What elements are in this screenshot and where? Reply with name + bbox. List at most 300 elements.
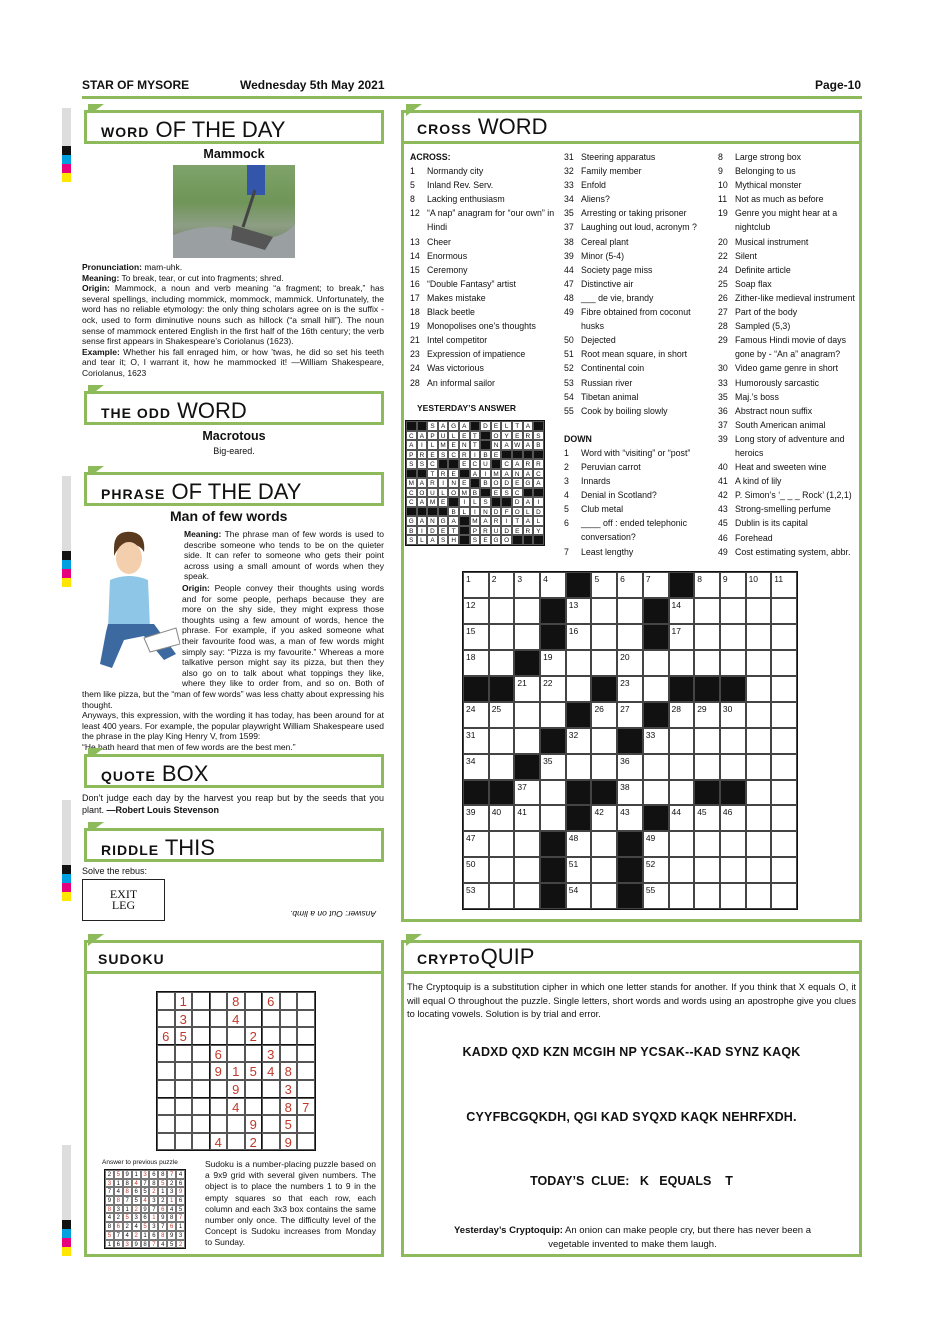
photo-illustration [173,165,295,258]
cell-number: 12 [466,599,476,610]
crossword-cell[interactable] [489,572,515,598]
crossword-cell[interactable] [566,831,592,857]
crossword-cell[interactable] [617,702,643,728]
clue-text: P. Simon’s ‘_ _ _ Rock’ (1,2,1) [735,490,852,501]
down-clue [718,460,860,474]
crossword-cell[interactable] [746,883,772,909]
answer-cell: 3 [105,1179,114,1188]
yesterday-cell: A [406,440,417,450]
sudoku-cell[interactable] [297,1010,315,1028]
yesterday-cell: D [512,497,523,507]
crossword-cell[interactable] [694,650,720,676]
crossword-cell[interactable] [463,831,489,857]
clue-number: 23 [410,349,420,360]
crossword-cell[interactable] [669,702,695,728]
crossword-cell[interactable] [694,831,720,857]
sudoku-cell[interactable] [297,1062,315,1080]
sudoku-cell[interactable] [227,1133,245,1151]
sudoku-cell[interactable] [210,1115,228,1133]
down-clue [718,432,860,460]
crossword-cell[interactable] [591,831,617,857]
meaning-label: Meaning: [82,272,120,283]
crossword-cell[interactable] [463,883,489,909]
wrap-spacer [82,583,182,683]
crossword-cell[interactable] [566,624,592,650]
crossword-cell[interactable] [514,780,540,806]
cell-number: 46 [722,807,733,818]
crossword-cell[interactable] [720,728,746,754]
crossword-cell[interactable] [694,598,720,624]
crossword-cell[interactable] [489,650,515,676]
crossword-cell[interactable] [463,805,489,831]
crossword-cell[interactable] [591,572,617,598]
sudoku-cell[interactable] [227,1045,245,1063]
clue-text: Expression of impatience [427,349,526,360]
crossword-cell[interactable] [489,702,515,728]
crossword-cell[interactable] [514,728,540,754]
crossword-cell[interactable] [540,572,566,598]
crossword-cell [669,676,695,702]
answer-cell: 4 [123,1231,132,1240]
clue-text: Makes mistake [427,292,486,303]
sudoku-cell[interactable] [297,1133,315,1151]
crossword-cell[interactable] [720,805,746,831]
sudoku-cell[interactable] [192,1115,210,1133]
crossword-cell[interactable] [566,728,592,754]
crossword-cell[interactable] [746,702,772,728]
sudoku-cell[interactable] [245,1010,263,1028]
clue-text: Club metal [581,504,624,515]
sudoku-cell[interactable] [297,1115,315,1133]
sudoku-cell[interactable] [245,1098,263,1116]
sudoku-cell[interactable] [262,1133,280,1151]
yesterday-cell: A [480,516,491,526]
crossword-cell[interactable] [566,883,592,909]
crossword-cell[interactable] [643,572,669,598]
crossword-cell[interactable] [669,780,695,806]
crossword-cell[interactable] [617,624,643,650]
cell-number: 52 [645,859,656,870]
crossword-cell[interactable] [514,831,540,857]
sudoku-cell[interactable] [192,1062,210,1080]
crossword-cell[interactable] [720,831,746,857]
crossword-cell[interactable] [540,754,566,780]
sudoku-cell[interactable] [210,1010,228,1028]
riddle-prompt: Solve the rebus: [82,866,148,876]
sudoku-cell[interactable] [297,1027,315,1045]
crossword-cell[interactable] [617,572,643,598]
crossword-cell [540,624,566,650]
sudoku-cell[interactable] [297,992,315,1010]
yesterday-cell: E [438,497,449,507]
crossword-cell[interactable] [514,805,540,831]
man-head [116,542,142,574]
crossword-cell[interactable] [566,754,592,780]
crossword-cell[interactable] [463,857,489,883]
sudoku-cell[interactable] [192,1080,210,1098]
across-list-a [410,164,560,390]
sudoku-cell[interactable] [175,1098,193,1116]
crossword-cell[interactable] [514,857,540,883]
yesterday-cell: D [491,507,502,517]
color-swatch [62,1220,71,1229]
crossword-cell[interactable] [746,598,772,624]
clue-text: Steering apparatus [581,152,656,162]
sudoku-cell[interactable] [157,1098,175,1116]
crossword-cell[interactable] [669,728,695,754]
yesterday-cell: C [406,431,417,441]
yesterday-cell: B [448,507,459,517]
crossword-cell[interactable] [514,598,540,624]
crossword-cell[interactable] [566,857,592,883]
yesterday-cell: A [512,459,523,469]
crossword-cell[interactable] [746,857,772,883]
sudoku-cell[interactable] [175,1045,193,1063]
crossword-cell[interactable] [669,754,695,780]
crossword-cell[interactable] [669,650,695,676]
sudoku-cell[interactable] [175,1115,193,1133]
cell-number: 40 [491,807,502,818]
cryptoquip-clue: TODAY’S CLUE: K EQUALS T [530,1174,733,1188]
crossword-cell[interactable] [617,754,643,780]
sudoku-cell[interactable] [210,1027,228,1045]
crossword-cell[interactable] [669,831,695,857]
crossword-cell[interactable] [720,650,746,676]
crossword-cell[interactable] [771,598,797,624]
sudoku-cell[interactable] [157,1045,175,1063]
answer-cell: 4 [132,1222,141,1231]
sudoku-cell[interactable] [245,1080,263,1098]
crossword-cell[interactable] [643,857,669,883]
clue-number: 29 [718,335,728,346]
cell-number: 10 [748,574,759,584]
cell-number: 21 [517,677,527,688]
crossword-cell[interactable] [643,728,669,754]
title-smallcaps: QUOTE [101,768,156,784]
crossword-cell[interactable] [591,702,617,728]
crossword-cell[interactable] [591,754,617,780]
crossword-cell[interactable] [746,572,772,598]
crossword-cell[interactable] [694,728,720,754]
sudoku-cell[interactable] [297,1045,315,1063]
clue-text: Cook by boiling slowly [581,405,668,416]
cell-number: 51 [568,859,579,870]
crossword-cell[interactable] [771,857,797,883]
crossword-cell[interactable] [720,754,746,780]
crossword-cell[interactable] [643,831,669,857]
crossword-cell[interactable] [463,728,489,754]
clue-number: 40 [718,462,728,473]
crossword-cell[interactable] [566,650,592,676]
crossword-cell[interactable] [746,754,772,780]
clue-text: Black beetle [427,307,475,318]
crossword-cell[interactable] [463,754,489,780]
sudoku-cell[interactable] [262,1098,280,1116]
crossword-cell[interactable] [591,857,617,883]
clue-number: 7 [564,546,569,557]
sudoku-cell[interactable] [157,992,175,1010]
title-smallcaps: CRYPTO [417,951,481,967]
sudoku-cell[interactable] [192,1010,210,1028]
sudoku-cell[interactable] [175,1133,193,1151]
clue-number: 22 [718,250,728,261]
crossword-cell[interactable] [540,702,566,728]
yesterday-cell: L [470,497,481,507]
yesterday-label: Yesterday’s Cryptoquip: [454,1225,563,1236]
sudoku-cell[interactable] [245,992,263,1010]
yesterday-cell [448,459,459,469]
crossword-cell[interactable] [591,598,617,624]
crossword-cell[interactable] [771,676,797,702]
crossword-cell[interactable] [669,857,695,883]
sudoku-cell[interactable] [280,992,298,1010]
title-text: BOX [161,761,209,786]
clue-text: Ceremony [427,264,468,275]
across-clue [564,376,714,390]
yesterday-cell: R [417,450,428,460]
color-swatch [62,155,71,164]
sudoku-cell[interactable] [157,1062,175,1080]
sudoku-cell[interactable] [280,1045,298,1063]
crossword-cell [566,780,592,806]
crossword-cell[interactable] [489,754,515,780]
yesterday-cell: B [406,526,417,536]
cell-number: 31 [466,729,476,740]
crossword-cell[interactable] [771,702,797,728]
sudoku-cell[interactable] [157,1080,175,1098]
crossword-cell[interactable] [746,831,772,857]
down-clue [718,418,860,432]
crossword-cell[interactable] [720,857,746,883]
crossword-cell[interactable] [489,857,515,883]
yesterday-cell: M [459,488,470,498]
sudoku-cell: 6 [157,1027,175,1045]
crossword-cell[interactable] [463,572,489,598]
sudoku-cell[interactable] [262,1080,280,1098]
crossword-cell[interactable] [720,598,746,624]
sudoku-cell[interactable] [262,1027,280,1045]
clue-text: “A nap” anagram for “our own” in Hindi [427,208,555,233]
clue-text: Family member [581,166,642,177]
yesterday-cell: R [533,459,544,469]
clue-number: 4 [564,490,569,501]
crossword-cell[interactable] [489,624,515,650]
crossword-cell [540,598,566,624]
crossword-cell [540,728,566,754]
answer-cell: 6 [114,1240,123,1249]
crossword-cell[interactable] [694,572,720,598]
crossword-cell[interactable] [694,624,720,650]
crossword-cell[interactable] [489,805,515,831]
crossword-cell[interactable] [771,831,797,857]
down-clue [564,446,714,460]
down-clue [718,164,860,178]
crossword-cell[interactable] [720,702,746,728]
sudoku-cell[interactable] [157,1133,175,1151]
sudoku-cell[interactable] [262,1115,280,1133]
crossword-cell[interactable] [643,650,669,676]
crossword-cell[interactable] [643,883,669,909]
clue-text: ____ off : ended telephonic conversation? [581,518,687,543]
crossword-cell[interactable] [591,728,617,754]
cell-number: 48 [568,833,579,844]
sudoku-cell[interactable] [297,1080,315,1098]
crossword-cell[interactable] [771,883,797,909]
sudoku-cell[interactable] [245,1045,263,1063]
crossword-cell[interactable] [720,624,746,650]
crossword-cell[interactable] [746,624,772,650]
clue-number: 43 [718,504,728,515]
sudoku-cell[interactable] [175,1062,193,1080]
crossword-cell[interactable] [514,572,540,598]
crossword-cell[interactable] [643,754,669,780]
crossword-cell[interactable] [694,805,720,831]
crossword-cell[interactable] [489,728,515,754]
crossword-cell[interactable] [643,780,669,806]
crossword-cell[interactable] [489,598,515,624]
crossword-cell[interactable] [771,754,797,780]
sudoku-cell[interactable] [210,992,228,1010]
yesterday-cell: G [491,535,502,545]
crossword-cell[interactable] [746,780,772,806]
sudoku-cell[interactable]: 8 [280,1098,298,1116]
phrase-more-2: “He hath heard that men of few words are the best men.” [82,741,296,752]
sudoku-cell[interactable] [210,1098,228,1116]
crossword-cell[interactable] [591,805,617,831]
pron-label: Pronunciation: [82,262,142,272]
sudoku-cell[interactable] [227,1027,245,1045]
crossword-cell[interactable] [694,883,720,909]
crossword-cell[interactable] [720,883,746,909]
sudoku-cell[interactable] [280,1010,298,1028]
crossword-cell[interactable] [463,624,489,650]
down-clue [718,305,860,319]
crossword-cell[interactable] [566,676,592,702]
sudoku-cell[interactable] [262,1010,280,1028]
crossword-cell[interactable] [514,676,540,702]
crossword-cell[interactable] [617,805,643,831]
answer-cell: 8 [158,1170,167,1179]
crossword-cell[interactable] [746,650,772,676]
color-swatch [62,865,71,874]
sudoku-cell[interactable] [192,1133,210,1151]
sudoku-cell[interactable] [210,1080,228,1098]
crossword-cell[interactable] [617,650,643,676]
crossword-cell[interactable] [771,572,797,598]
yesterday-cell [459,516,470,526]
clue-number: 1 [564,447,569,458]
yesterday-cell [512,535,523,545]
crossword-cell[interactable] [669,598,695,624]
crossword-cell[interactable] [771,650,797,676]
yesterday-cell: S [406,535,417,545]
crossword-cell[interactable] [694,754,720,780]
crossword-cell[interactable] [771,624,797,650]
photo-bar [243,190,255,227]
crossword-cell [669,572,695,598]
sudoku-cell[interactable] [192,1045,210,1063]
down-clue [718,474,860,488]
crossword-cell[interactable] [669,624,695,650]
crossword-cell[interactable] [540,676,566,702]
crossword-cell[interactable] [746,805,772,831]
crossword-cell[interactable] [643,676,669,702]
sudoku-cell[interactable] [175,1080,193,1098]
clue-text: Intel competitor [427,335,488,346]
crossword-cell[interactable] [566,598,592,624]
crossword-cell[interactable] [591,650,617,676]
yesterday-cell: B [470,488,481,498]
crossword-cell[interactable] [540,805,566,831]
across-clue [564,220,714,234]
answer-cell: 2 [149,1187,158,1196]
yesterday-cell: T [470,440,481,450]
crossword-cell[interactable] [514,702,540,728]
crossword-cell[interactable] [540,650,566,676]
crossword-cell[interactable] [694,857,720,883]
clue-number: 6 [564,518,569,529]
yesterday-cell [501,450,512,460]
crossword-cell[interactable] [771,728,797,754]
crossword-cell[interactable] [489,883,515,909]
crossword-cell[interactable] [514,624,540,650]
crossword-title [401,110,862,144]
clue-number: 49 [718,546,728,557]
yesterday-cell: A [523,440,534,450]
cell-number: 53 [466,885,476,896]
sudoku-cell[interactable] [280,1027,298,1045]
sudoku-cell[interactable] [192,992,210,1010]
sudoku-cell[interactable] [192,1098,210,1116]
crossword-cell[interactable] [463,702,489,728]
across-clue [564,249,714,263]
clue-text: Denial in Scotland? [581,490,657,501]
sudoku-cell[interactable] [157,1010,175,1028]
crossword-cell[interactable] [463,598,489,624]
crossword-cell[interactable] [771,780,797,806]
sudoku-cell[interactable] [157,1115,175,1133]
crossword-cell[interactable] [617,780,643,806]
clue-text: Society page miss [581,264,653,275]
crossword-cell[interactable] [463,650,489,676]
crossword-cell[interactable] [540,780,566,806]
sudoku-cell[interactable] [227,1115,245,1133]
clue-number: 42 [718,490,728,501]
yesterday-cell [501,497,512,507]
crossword-cell[interactable] [591,883,617,909]
crossword-cell[interactable] [746,728,772,754]
crossword-cell[interactable] [669,805,695,831]
crossword-cell[interactable] [669,883,695,909]
origin-label: Origin: [82,283,110,294]
crossword-cell[interactable] [617,598,643,624]
sudoku-cell[interactable] [192,1027,210,1045]
clue-number: 44 [564,264,574,275]
crossword-cell[interactable] [514,883,540,909]
yesterday-cell: M [406,478,417,488]
crossword-cell[interactable] [720,572,746,598]
clue-text: Normandy city [427,166,484,177]
crossword-cell[interactable] [771,805,797,831]
crossword-cell[interactable] [617,676,643,702]
down-clue [564,460,714,474]
across-clue [564,347,714,361]
crossword-cell[interactable] [591,624,617,650]
crossword-cell[interactable] [746,676,772,702]
crossword-cell[interactable] [489,831,515,857]
crossword-cell[interactable] [694,702,720,728]
across-label: ACROSS: [410,152,451,162]
